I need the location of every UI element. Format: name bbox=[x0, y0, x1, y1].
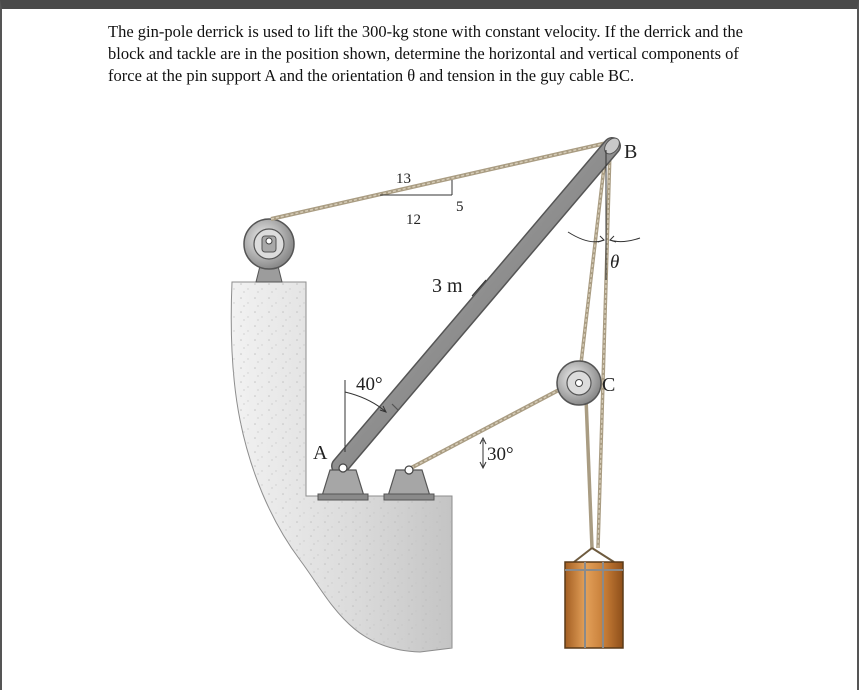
upper-pulley bbox=[244, 219, 294, 282]
label-theta: θ bbox=[610, 252, 620, 273]
angle-30-indicator bbox=[480, 438, 486, 468]
label-b: B bbox=[624, 141, 638, 163]
label-slope-run: 12 bbox=[406, 212, 421, 228]
tackle-rope bbox=[586, 398, 592, 548]
pin-support-a bbox=[318, 464, 368, 500]
problem-statement: The gin-pole derrick is used to lift the 300-kg stone with constant velocity. If the derrick and the block and tackle are in the position shown, determine the horizontal and vertical components of force at the pin support A and the orientation θ and tension in the guy cable BC. bbox=[108, 22, 743, 85]
label-a: A bbox=[313, 442, 328, 464]
label-angle-pole: 40° bbox=[356, 374, 383, 395]
stone-block bbox=[565, 548, 623, 648]
label-c: C bbox=[602, 374, 616, 396]
label-slope-rise: 5 bbox=[456, 199, 464, 215]
label-length: 3 m bbox=[432, 275, 463, 297]
gin-pole bbox=[340, 135, 622, 466]
pulley-c bbox=[557, 361, 601, 405]
label-slope-hyp: 13 bbox=[396, 171, 411, 187]
label-angle-cable: 30° bbox=[487, 444, 514, 465]
guy-anchor bbox=[384, 466, 434, 500]
